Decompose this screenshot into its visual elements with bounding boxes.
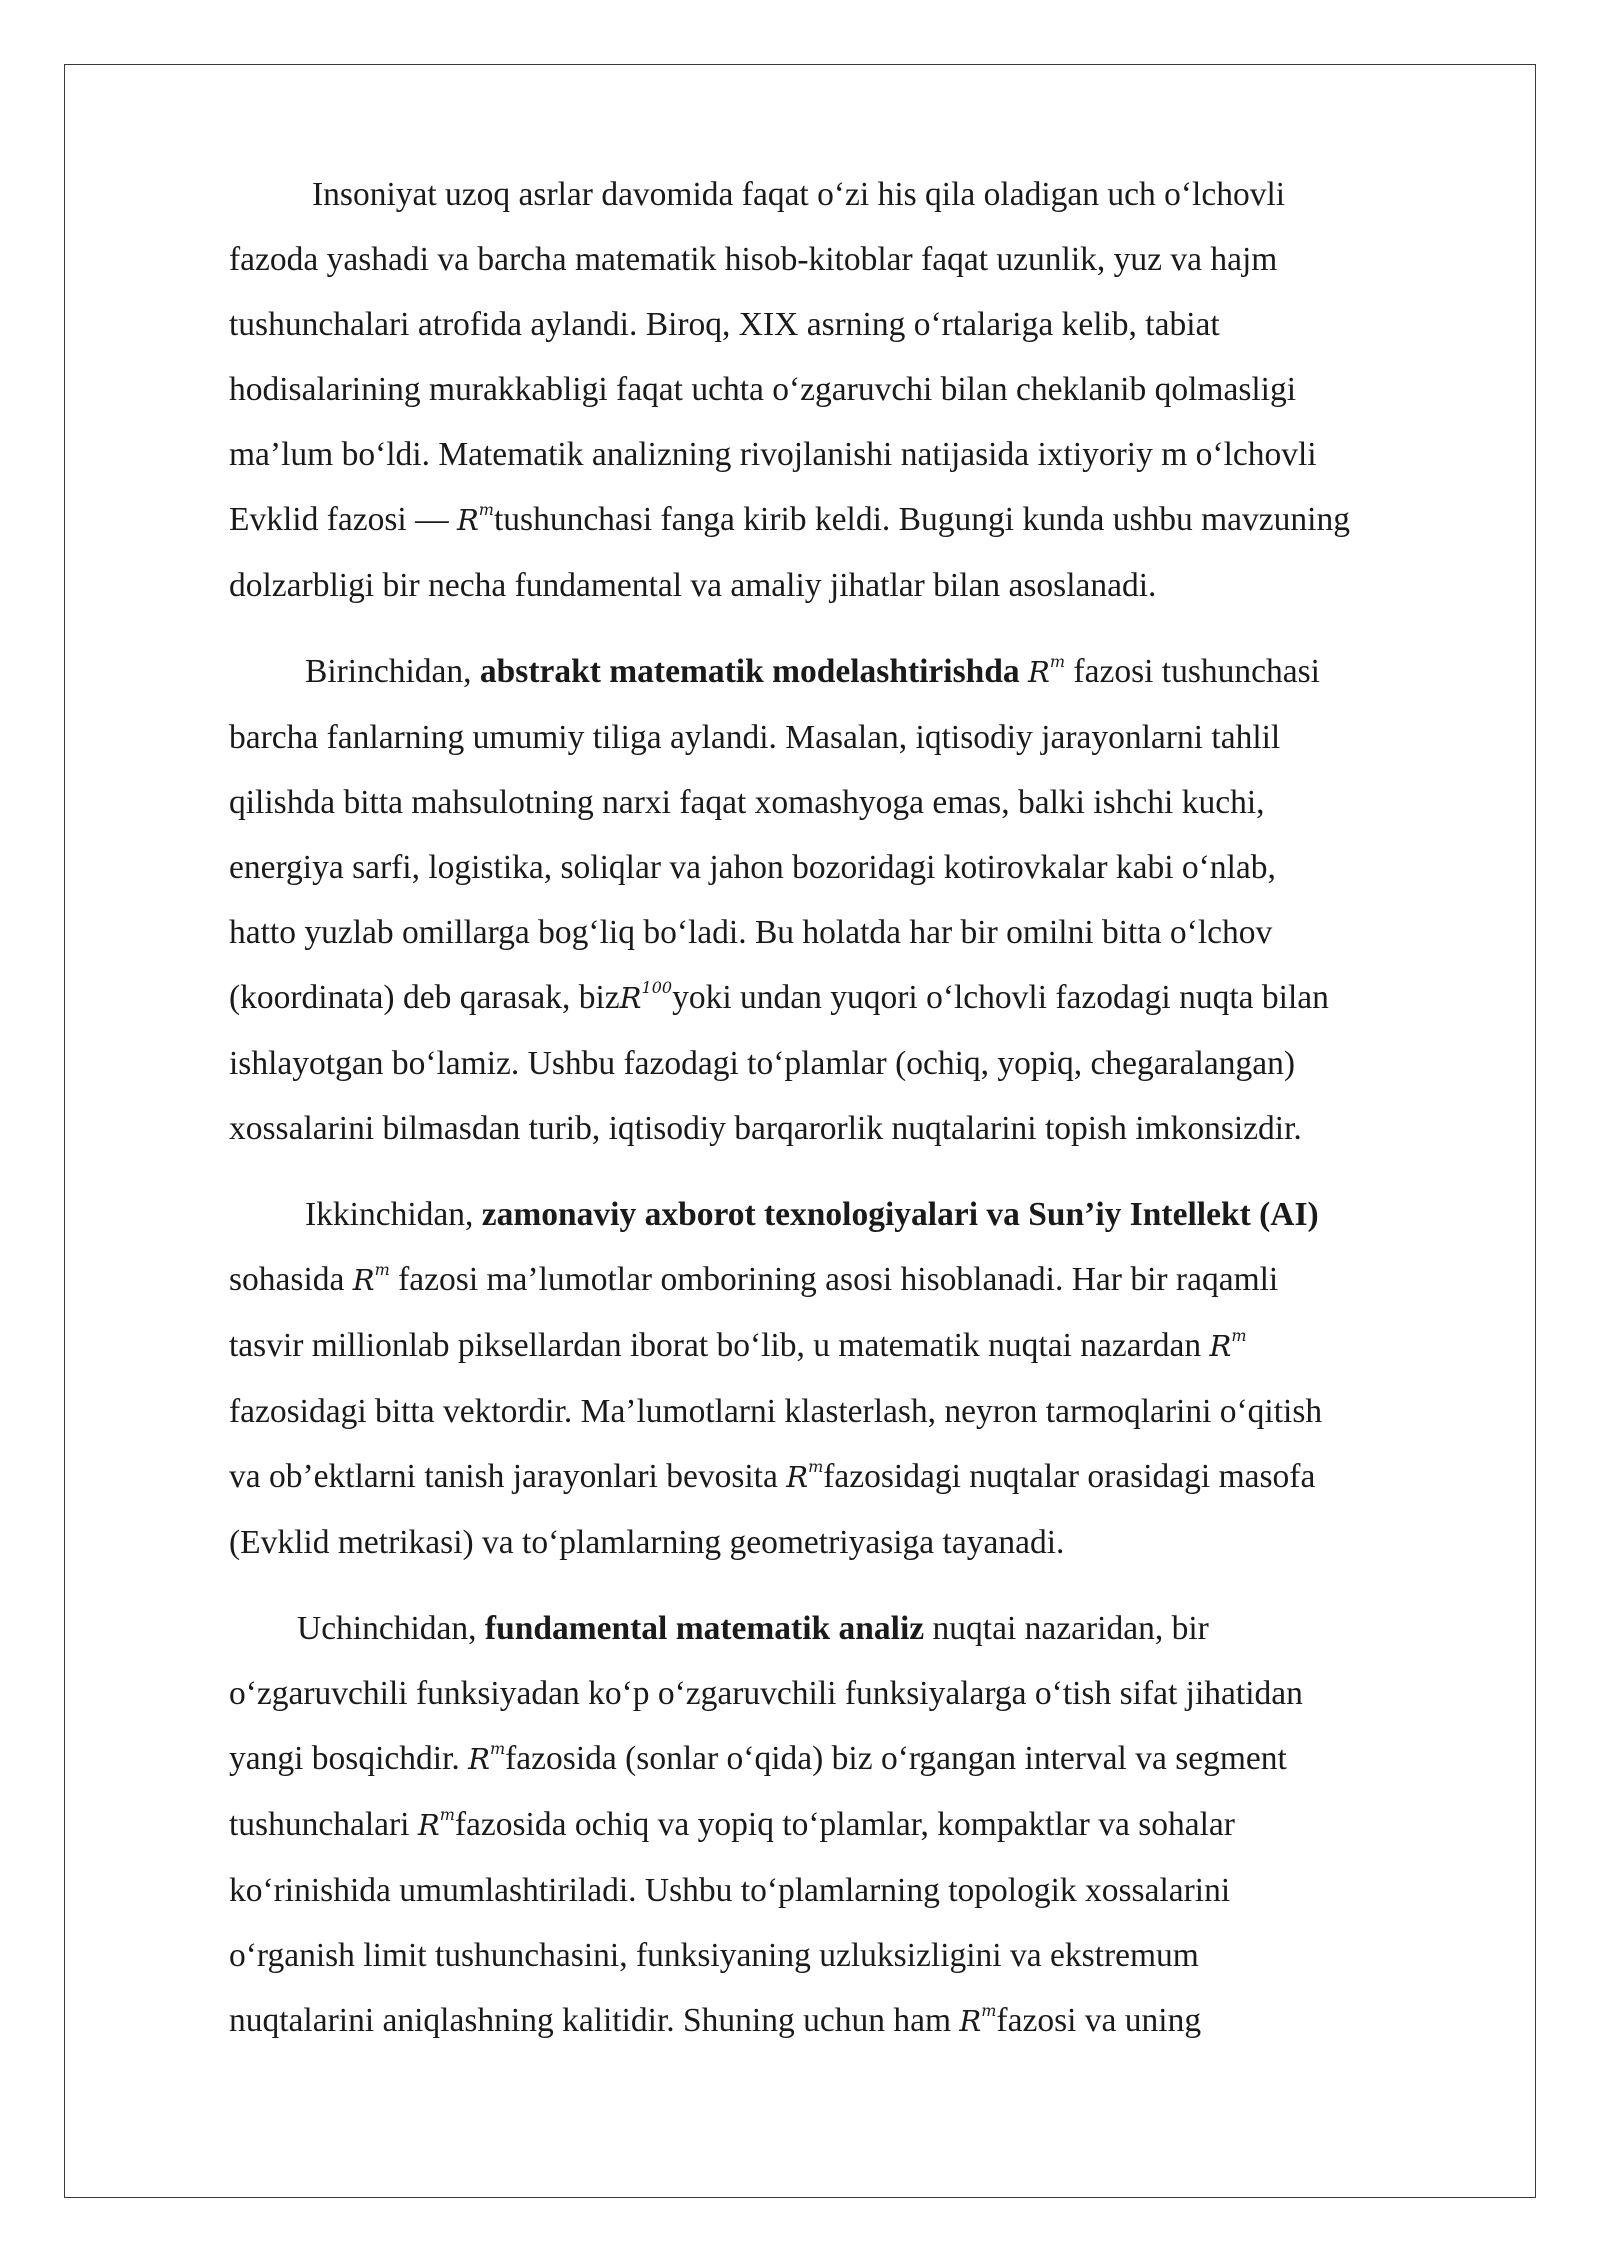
text-line: [229, 1247, 1494, 1313]
text-run: Uchinchidan,: [297, 1610, 485, 1647]
math-symbol-r: [352, 1260, 390, 1297]
math-superscript: m: [478, 500, 494, 519]
text-run: dolzarbligi bir necha fundamental va amaliy jihatlar bilan asoslanadi.: [229, 567, 1157, 604]
text-run: tushunchalari atrofida aylandi. Biroq, XIX asrning o‘rtalariga kelib, tabiat: [229, 306, 1220, 343]
document-body: [229, 162, 1494, 2054]
math-base: R: [1028, 655, 1050, 689]
text-run: fazosi tushunchasi: [1065, 653, 1320, 690]
text-line: [229, 1858, 1494, 1923]
text-line: [229, 1444, 1494, 1510]
math-symbol-r: [1028, 652, 1066, 689]
text-line: [229, 357, 1494, 422]
text-line: [229, 1792, 1494, 1858]
text-run: ishlayotgan bo‘lamiz. Ushbu fazodagi to‘plamlar (ochiq, yopiq, chegaralangan): [229, 1045, 1296, 1082]
text-line: [229, 1031, 1494, 1096]
math-base: R: [456, 503, 479, 537]
text-run: Evklid fazosi —: [229, 501, 457, 538]
text-run: tushunchasi fanga kirib keldi. Bugungi kunda ushbu mavzuning: [493, 501, 1350, 538]
text-run: hatto yuzlab omillarga bog‘liq bo‘ladi. Bu holatda har bir omilni bitta o‘lchov: [229, 914, 1273, 951]
text-run: barcha fanlarning umumiy tiliga aylandi. Masalan, iqtisodiy jarayonlarni tahlil: [229, 719, 1281, 756]
text-run: fazosida ochiq va yopiq to‘plamlar, kompaktlar va sohalar: [454, 1806, 1235, 1843]
math-base: R: [619, 981, 642, 1015]
text-run: ko‘rinishida umumlashtiriladi. Ushbu to‘plamlarning topologik xossalarini: [229, 1872, 1231, 1909]
text-line: [229, 770, 1494, 835]
text-run: o‘zgaruvchili funksiyadan ko‘p o‘zgaruvchili funksiyalarga o‘tish sifat jihatidan: [229, 1675, 1303, 1712]
text-line: [229, 965, 1494, 1031]
paragraph-second-reason: [229, 1182, 1494, 1575]
text-run: tasvir millionlab piksellardan iborat bo‘lib, u matematik nuqtai nazardan: [229, 1327, 1210, 1364]
text-line: [229, 835, 1494, 900]
paragraph-first-reason: [229, 639, 1494, 1161]
math-symbol-r: [417, 1805, 455, 1842]
math-base: R: [352, 1263, 375, 1297]
text-line: [229, 1596, 1494, 1661]
text-line: [229, 1661, 1494, 1726]
math-base: R: [1209, 1329, 1232, 1363]
text-run: fazosidagi bitta vektordir. Ma’lumotlarni klasterlash, neyron tarmoqlarini o‘qitish: [229, 1393, 1323, 1430]
text-run: fazoda yashadi va barcha matematik hisob-kitoblar faqat uzunlik, yuz va hajm: [229, 241, 1278, 278]
text-line: [229, 553, 1494, 618]
text-run: ma’lum bo‘ldi. Matematik analizning rivojlanishi natijasida ixtiyoriy m o‘lchovli: [229, 436, 1317, 473]
text-run: va ob’ektlarni tanish jarayonlari bevosita: [229, 1458, 787, 1495]
text-run: [1020, 653, 1028, 690]
text-line: [229, 1510, 1494, 1575]
text-run: yangi bosqichdir.: [229, 1740, 469, 1777]
text-run: qilishda bitta mahsulotning narxi faqat xomashyoga emas, balki ishchi kuchi,: [229, 784, 1265, 821]
text-line: [229, 227, 1494, 292]
math-superscript: m: [439, 1805, 455, 1824]
math-superscript: m: [981, 2001, 997, 2020]
text-run: fazosi va uning: [996, 2002, 1202, 2039]
math-superscript: m: [1231, 1326, 1247, 1345]
text-line: [229, 1313, 1494, 1379]
text-run: Birinchidan,: [305, 653, 480, 690]
paragraph-intro: [229, 162, 1494, 618]
text-run: tushunchalari: [229, 1806, 418, 1843]
math-superscript: m: [808, 1457, 824, 1476]
math-base: R: [468, 1742, 490, 1776]
text-run: (Evklid metrikasi) va to‘plamlarning geometriyasiga tayanadi.: [229, 1524, 1065, 1561]
math-symbol-r: [456, 500, 494, 537]
math-symbol-r: [959, 2001, 997, 2038]
math-base: R: [786, 1460, 809, 1494]
math-superscript: m: [1049, 652, 1066, 671]
text-line: [229, 422, 1494, 487]
text-run: Insoniyat uzoq asrlar davomida faqat o‘zi his qila oladigan uch o‘lchovli: [312, 176, 1286, 213]
text-line: [229, 162, 1494, 227]
math-superscript: m: [374, 1260, 390, 1279]
text-run: fazosi ma’lumotlar omborining asosi hisoblanadi. Har bir raqamli: [389, 1261, 1279, 1298]
math-symbol-r: [619, 978, 673, 1015]
text-run: yoki undan yuqori o‘lchovli fazodagi nuqta bilan: [672, 979, 1329, 1016]
text-line: [229, 487, 1494, 553]
math-symbol-r: [468, 1739, 506, 1776]
text-line: [229, 639, 1494, 705]
text-run: o‘rganish limit tushunchasini, funksiyaning uzluksizligini va ekstremum: [229, 1937, 1199, 1974]
text-run: Ikkinchidan,: [305, 1196, 482, 1233]
text-run: (koordinata) deb qarasak, biz: [229, 979, 620, 1016]
text-line: [229, 1379, 1494, 1444]
text-line: [229, 1923, 1494, 1988]
math-symbol-r: [786, 1457, 824, 1494]
bold-phrase: zamonaviy axborot texnologiyalari va Sun’iy Intellekt (AI): [481, 1196, 1319, 1233]
text-line: [229, 292, 1494, 357]
bold-phrase: fundamental matematik analiz: [484, 1610, 925, 1647]
text-run: xossalarini bilmasdan turib, iqtisodiy barqarorlik nuqtalarini topish imkonsizdir.: [229, 1110, 1302, 1147]
text-run: fazosidagi nuqtalar orasidagi masofa: [823, 1458, 1316, 1495]
text-run: nuqtalarini aniqlashning kalitidir. Shuning uchun ham: [229, 2002, 960, 2039]
text-line: [229, 1182, 1494, 1247]
paragraph-third-reason: [229, 1596, 1494, 2054]
bold-phrase: abstrakt matematik modelashtirishda: [479, 653, 1020, 690]
text-run: sohasida: [229, 1261, 353, 1298]
text-run: nuqtai nazaridan, bir: [924, 1610, 1209, 1647]
math-superscript: m: [489, 1739, 506, 1758]
text-line: [229, 1988, 1494, 2054]
math-base: R: [959, 2004, 982, 2038]
text-run: energiya sarfi, logistika, soliqlar va jahon bozoridagi kotirovkalar kabi o‘nlab,: [229, 849, 1276, 886]
math-symbol-r: [1209, 1326, 1247, 1363]
text-line: [229, 1726, 1494, 1792]
math-superscript: 100: [641, 978, 673, 997]
math-base: R: [417, 1808, 440, 1842]
text-run: hodisalarining murakkabligi faqat uchta o‘zgaruvchi bilan cheklanib qolmasligi: [229, 371, 1297, 408]
text-line: [229, 1096, 1494, 1161]
text-run: fazosida (sonlar o‘qida) biz o‘rgangan interval va segment: [505, 1740, 1287, 1777]
text-line: [229, 705, 1494, 770]
text-line: [229, 900, 1494, 965]
